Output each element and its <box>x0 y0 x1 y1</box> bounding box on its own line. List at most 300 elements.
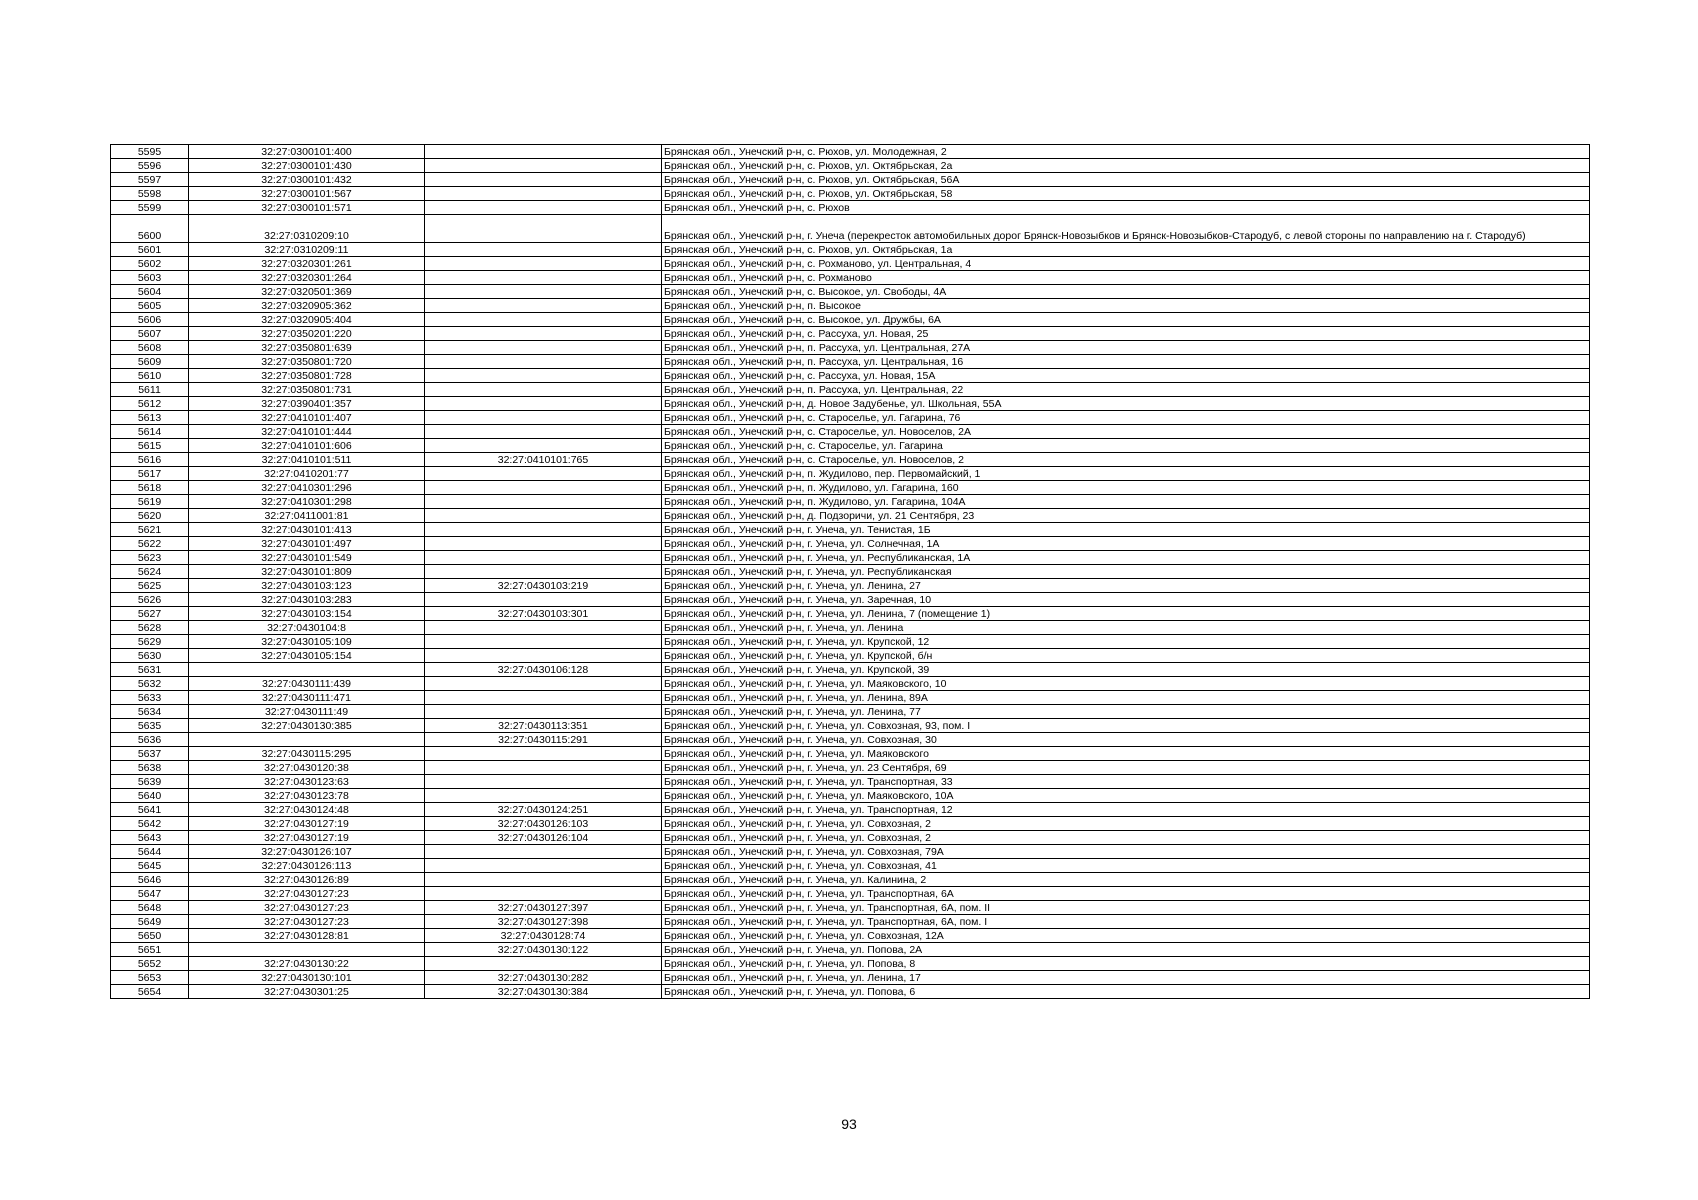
table-row <box>111 145 1590 159</box>
address-cell: Брянская обл., Унечский р-н, г. Унеча, ул. Крупской, б/н <box>662 649 1590 663</box>
address-cell: Брянская обл., Унечский р-н, г. Унеча, ул. Маяковского, 10А <box>662 789 1590 803</box>
address-cell: Брянская обл., Унечский р-н, г. Унеча, ул. Транспортная, 6А, пом. I <box>662 915 1590 929</box>
table-row <box>111 187 1590 201</box>
row-number-cell: 5642 <box>111 817 189 831</box>
cadastral-number-cell <box>189 663 425 677</box>
address-cell: Брянская обл., Унечский р-н, г. Унеча, ул. Транспортная, 33 <box>662 775 1590 789</box>
table-row <box>111 579 1590 593</box>
cadastral-number-cell: 32:27:0430101:549 <box>189 551 425 565</box>
table-row <box>111 257 1590 271</box>
cadastral-number-cell: 32:27:0300101:430 <box>189 159 425 173</box>
table-row <box>111 341 1590 355</box>
address-cell: Брянская обл., Унечский р-н, г. Унеча, ул. Солнечная, 1А <box>662 537 1590 551</box>
building-cadastral-number-cell <box>425 201 662 215</box>
building-cadastral-number-cell <box>425 481 662 495</box>
building-cadastral-number-cell <box>425 425 662 439</box>
building-cadastral-number-cell <box>425 341 662 355</box>
address-cell: Брянская обл., Унечский р-н, с. Рохманово, ул. Центральная, 4 <box>662 257 1590 271</box>
row-number-cell: 5654 <box>111 985 189 999</box>
row-number-cell: 5633 <box>111 691 189 705</box>
building-cadastral-number-cell <box>425 509 662 523</box>
row-number-cell: 5641 <box>111 803 189 817</box>
building-cadastral-number-cell <box>425 383 662 397</box>
table-row <box>111 523 1590 537</box>
cadastral-number-cell: 32:27:0430104:8 <box>189 621 425 635</box>
cadastral-number-cell: 32:27:0430123:63 <box>189 775 425 789</box>
building-cadastral-number-cell <box>425 761 662 775</box>
row-number-cell: 5619 <box>111 495 189 509</box>
address-cell: Брянская обл., Унечский р-н, г. Унеча, ул. Ленина <box>662 621 1590 635</box>
cadastral-number-cell: 32:27:0430111:439 <box>189 677 425 691</box>
cadastral-number-cell: 32:27:0320501:369 <box>189 285 425 299</box>
address-cell: Брянская обл., Унечский р-н, г. Унеча, ул. Попова, 6 <box>662 985 1590 999</box>
building-cadastral-number-cell <box>425 187 662 201</box>
building-cadastral-number-cell <box>425 957 662 971</box>
building-cadastral-number-cell: 32:27:0430128:74 <box>425 929 662 943</box>
building-cadastral-number-cell <box>425 887 662 901</box>
building-cadastral-number-cell <box>425 369 662 383</box>
row-number-cell: 5612 <box>111 397 189 411</box>
building-cadastral-number-cell <box>425 635 662 649</box>
cadastral-number-cell: 32:27:0430101:497 <box>189 537 425 551</box>
building-cadastral-number-cell <box>425 159 662 173</box>
cadastral-number-cell: 32:27:0300101:571 <box>189 201 425 215</box>
cadastral-number-cell: 32:27:0410101:606 <box>189 439 425 453</box>
address-cell: Брянская обл., Унечский р-н, д. Новое Задубенье, ул. Школьная, 55А <box>662 397 1590 411</box>
row-number-cell: 5616 <box>111 453 189 467</box>
cadastral-number-cell: 32:27:0430126:89 <box>189 873 425 887</box>
row-number-cell: 5602 <box>111 257 189 271</box>
cadastral-number-cell: 32:27:0430111:471 <box>189 691 425 705</box>
row-number-cell: 5610 <box>111 369 189 383</box>
building-cadastral-number-cell <box>425 271 662 285</box>
table-row <box>111 929 1590 943</box>
building-cadastral-number-cell <box>425 775 662 789</box>
table-row <box>111 159 1590 173</box>
row-number-cell: 5595 <box>111 145 189 159</box>
address-cell: Брянская обл., Унечский р-н, г. Унеча, ул. Тенистая, 1Б <box>662 523 1590 537</box>
building-cadastral-number-cell: 32:27:0430130:384 <box>425 985 662 999</box>
cadastral-number-cell: 32:27:0430130:22 <box>189 957 425 971</box>
address-cell: Брянская обл., Унечский р-н, г. Унеча, ул. Попова, 2А <box>662 943 1590 957</box>
cadastral-number-cell: 32:27:0430128:81 <box>189 929 425 943</box>
row-number-cell: 5636 <box>111 733 189 747</box>
table-row <box>111 719 1590 733</box>
building-cadastral-number-cell <box>425 859 662 873</box>
cadastral-number-cell: 32:27:0430111:49 <box>189 705 425 719</box>
row-number-cell: 5617 <box>111 467 189 481</box>
table-body <box>111 145 1590 999</box>
address-cell: Брянская обл., Унечский р-н, г. Унеча, ул. Заречная, 10 <box>662 593 1590 607</box>
row-number-cell: 5630 <box>111 649 189 663</box>
table-row <box>111 971 1590 985</box>
row-number-cell: 5605 <box>111 299 189 313</box>
row-number-cell: 5650 <box>111 929 189 943</box>
row-number-cell: 5647 <box>111 887 189 901</box>
table-row <box>111 383 1590 397</box>
row-number-cell: 5637 <box>111 747 189 761</box>
address-cell: Брянская обл., Унечский р-н, с. Рюхов, ул. Октябрьская, 58 <box>662 187 1590 201</box>
building-cadastral-number-cell <box>425 257 662 271</box>
row-number-cell: 5629 <box>111 635 189 649</box>
address-cell: Брянская обл., Унечский р-н, п. Рассуха, ул. Центральная, 22 <box>662 383 1590 397</box>
row-number-cell: 5646 <box>111 873 189 887</box>
table-row <box>111 635 1590 649</box>
building-cadastral-number-cell <box>425 313 662 327</box>
building-cadastral-number-cell <box>425 467 662 481</box>
cadastral-number-cell: 32:27:0350801:639 <box>189 341 425 355</box>
building-cadastral-number-cell: 32:27:0430106:128 <box>425 663 662 677</box>
building-cadastral-number-cell <box>425 355 662 369</box>
cadastral-number-cell: 32:27:0410101:511 <box>189 453 425 467</box>
table-row <box>111 313 1590 327</box>
cadastral-number-cell: 32:27:0350201:220 <box>189 327 425 341</box>
row-number-cell: 5601 <box>111 243 189 257</box>
row-number-cell: 5634 <box>111 705 189 719</box>
row-number-cell: 5638 <box>111 761 189 775</box>
cadastral-number-cell: 32:27:0430126:113 <box>189 859 425 873</box>
cadastral-number-cell: 32:27:0430103:123 <box>189 579 425 593</box>
building-cadastral-number-cell <box>425 705 662 719</box>
row-number-cell: 5649 <box>111 915 189 929</box>
row-number-cell: 5624 <box>111 565 189 579</box>
cadastral-number-cell: 32:27:0350801:720 <box>189 355 425 369</box>
row-number-cell: 5625 <box>111 579 189 593</box>
row-number-cell: 5609 <box>111 355 189 369</box>
building-cadastral-number-cell <box>425 327 662 341</box>
row-number-cell: 5608 <box>111 341 189 355</box>
table-row <box>111 761 1590 775</box>
table-row <box>111 271 1590 285</box>
row-number-cell: 5596 <box>111 159 189 173</box>
row-number-cell: 5645 <box>111 859 189 873</box>
row-number-cell: 5626 <box>111 593 189 607</box>
address-cell: Брянская обл., Унечский р-н, с. Рассуха, ул. Новая, 15А <box>662 369 1590 383</box>
row-number-cell: 5639 <box>111 775 189 789</box>
row-number-cell: 5615 <box>111 439 189 453</box>
cadastral-number-cell: 32:27:0310209:10 <box>189 215 425 243</box>
table-row <box>111 607 1590 621</box>
row-number-cell: 5603 <box>111 271 189 285</box>
cadastral-number-cell: 32:27:0430115:295 <box>189 747 425 761</box>
row-number-cell: 5640 <box>111 789 189 803</box>
address-cell: Брянская обл., Унечский р-н, г. Унеча (перекресток автомобильных дорог Брянск-Новозыбков и Брянск-Новозыбков-Стародуб, с левой стороны по направлению на г. Стародуб) <box>662 215 1590 243</box>
table-row <box>111 439 1590 453</box>
row-number-cell: 5653 <box>111 971 189 985</box>
table-row <box>111 355 1590 369</box>
address-cell: Брянская обл., Унечский р-н, г. Унеча, ул. Ленина, 7 (помещение 1) <box>662 607 1590 621</box>
building-cadastral-number-cell <box>425 215 662 243</box>
cadastral-number-cell: 32:27:0320905:362 <box>189 299 425 313</box>
address-cell: Брянская обл., Унечский р-н, с. Рассуха, ул. Новая, 25 <box>662 327 1590 341</box>
building-cadastral-number-cell: 32:27:0430130:122 <box>425 943 662 957</box>
cadastral-number-cell: 32:27:0300101:400 <box>189 145 425 159</box>
row-number-cell: 5628 <box>111 621 189 635</box>
address-cell: Брянская обл., Унечский р-н, г. Унеча, ул. Совхозная, 93, пом. I <box>662 719 1590 733</box>
table-row <box>111 691 1590 705</box>
building-cadastral-number-cell: 32:27:0430124:251 <box>425 803 662 817</box>
table-row <box>111 285 1590 299</box>
row-number-cell: 5651 <box>111 943 189 957</box>
cadastral-number-cell: 32:27:0430105:154 <box>189 649 425 663</box>
address-cell: Брянская обл., Унечский р-н, п. Жудилово, ул. Гагарина, 104А <box>662 495 1590 509</box>
address-cell: Брянская обл., Унечский р-н, с. Высокое, ул. Свободы, 4А <box>662 285 1590 299</box>
cadastral-number-cell: 32:27:0320301:261 <box>189 257 425 271</box>
row-number-cell: 5652 <box>111 957 189 971</box>
cadastral-number-cell: 32:27:0430126:107 <box>189 845 425 859</box>
table-row <box>111 915 1590 929</box>
row-number-cell: 5597 <box>111 173 189 187</box>
cadastral-number-cell: 32:27:0320301:264 <box>189 271 425 285</box>
address-cell: Брянская обл., Унечский р-н, г. Унеча, ул. Ленина, 89А <box>662 691 1590 705</box>
address-cell: Брянская обл., Унечский р-н, г. Унеча, ул. Совхозная, 2 <box>662 831 1590 845</box>
address-cell: Брянская обл., Унечский р-н, п. Высокое <box>662 299 1590 313</box>
address-cell: Брянская обл., Унечский р-н, п. Рассуха, ул. Центральная, 16 <box>662 355 1590 369</box>
building-cadastral-number-cell <box>425 523 662 537</box>
row-number-cell: 5599 <box>111 201 189 215</box>
address-cell: Брянская обл., Унечский р-н, г. Унеча, ул. Транспортная, 6А <box>662 887 1590 901</box>
table-row <box>111 831 1590 845</box>
address-cell: Брянская обл., Унечский р-н, г. Унеча, ул. Ленина, 17 <box>662 971 1590 985</box>
table-row <box>111 747 1590 761</box>
table-row <box>111 985 1590 999</box>
table-row <box>111 453 1590 467</box>
address-cell: Брянская обл., Унечский р-н, с. Рохманово <box>662 271 1590 285</box>
address-cell: Брянская обл., Унечский р-н, г. Унеча, ул. Республиканская <box>662 565 1590 579</box>
address-cell: Брянская обл., Унечский р-н, г. Унеча, ул. 23 Сентября, 69 <box>662 761 1590 775</box>
cadastral-number-cell: 32:27:0430130:385 <box>189 719 425 733</box>
row-number-cell: 5622 <box>111 537 189 551</box>
cadastral-number-cell: 32:27:0430101:809 <box>189 565 425 579</box>
address-cell: Брянская обл., Унечский р-н, г. Унеча, ул. Транспортная, 6А, пом. II <box>662 901 1590 915</box>
table-row <box>111 803 1590 817</box>
row-number-cell: 5623 <box>111 551 189 565</box>
cadastral-number-cell <box>189 943 425 957</box>
cadastral-number-cell: 32:27:0430120:38 <box>189 761 425 775</box>
row-number-cell: 5611 <box>111 383 189 397</box>
table-row <box>111 565 1590 579</box>
table-row <box>111 397 1590 411</box>
address-cell: Брянская обл., Унечский р-н, с. Высокое, ул. Дружбы, 6А <box>662 313 1590 327</box>
table-row <box>111 859 1590 873</box>
building-cadastral-number-cell <box>425 565 662 579</box>
cadastral-number-cell: 32:27:0410201:77 <box>189 467 425 481</box>
building-cadastral-number-cell <box>425 537 662 551</box>
address-cell: Брянская обл., Унечский р-н, г. Унеча, ул. Ленина, 77 <box>662 705 1590 719</box>
address-cell: Брянская обл., Унечский р-н, г. Унеча, ул. Совхозная, 2 <box>662 817 1590 831</box>
address-cell: Брянская обл., Унечский р-н, г. Унеча, ул. Ленина, 27 <box>662 579 1590 593</box>
building-cadastral-number-cell <box>425 495 662 509</box>
building-cadastral-number-cell: 32:27:0430127:397 <box>425 901 662 915</box>
table-row <box>111 215 1590 243</box>
address-cell: Брянская обл., Унечский р-н, г. Унеча, ул. Совхозная, 79А <box>662 845 1590 859</box>
cadastral-number-cell: 32:27:0300101:432 <box>189 173 425 187</box>
row-number-cell: 5606 <box>111 313 189 327</box>
address-cell: Брянская обл., Унечский р-н, с. Рюхов, ул. Октябрьская, 1а <box>662 243 1590 257</box>
cadastral-number-cell: 32:27:0410301:298 <box>189 495 425 509</box>
address-cell: Брянская обл., Унечский р-н, г. Унеча, ул. Транспортная, 12 <box>662 803 1590 817</box>
address-cell: Брянская обл., Унечский р-н, с. Рюхов, ул. Молодежная, 2 <box>662 145 1590 159</box>
land-registry-table <box>110 144 1590 999</box>
building-cadastral-number-cell <box>425 621 662 635</box>
row-number-cell: 5621 <box>111 523 189 537</box>
building-cadastral-number-cell: 32:27:0430103:219 <box>425 579 662 593</box>
address-cell: Брянская обл., Унечский р-н, с. Рюхов <box>662 201 1590 215</box>
building-cadastral-number-cell <box>425 649 662 663</box>
cadastral-number-cell: 32:27:0410101:407 <box>189 411 425 425</box>
row-number-cell: 5604 <box>111 285 189 299</box>
row-number-cell: 5600 <box>111 215 189 243</box>
cadastral-number-cell: 32:27:0430301:25 <box>189 985 425 999</box>
cadastral-number-cell: 32:27:0430105:109 <box>189 635 425 649</box>
table-row <box>111 201 1590 215</box>
row-number-cell: 5618 <box>111 481 189 495</box>
cadastral-number-cell: 32:27:0430127:23 <box>189 887 425 901</box>
building-cadastral-number-cell <box>425 439 662 453</box>
address-cell: Брянская обл., Унечский р-н, п. Жудилово, ул. Гагарина, 160 <box>662 481 1590 495</box>
address-cell: Брянская обл., Унечский р-н, г. Унеча, ул. Крупской, 12 <box>662 635 1590 649</box>
building-cadastral-number-cell <box>425 173 662 187</box>
cadastral-number-cell: 32:27:0430124:48 <box>189 803 425 817</box>
address-cell: Брянская обл., Унечский р-н, с. Староселье, ул. Гагарина, 76 <box>662 411 1590 425</box>
table-row <box>111 789 1590 803</box>
building-cadastral-number-cell <box>425 397 662 411</box>
cadastral-number-cell: 32:27:0410101:444 <box>189 425 425 439</box>
building-cadastral-number-cell: 32:27:0430126:103 <box>425 817 662 831</box>
table-row <box>111 551 1590 565</box>
row-number-cell: 5644 <box>111 845 189 859</box>
cadastral-number-cell: 32:27:0310209:11 <box>189 243 425 257</box>
page-number: 93 <box>841 1116 857 1132</box>
table-row <box>111 327 1590 341</box>
cadastral-number-cell: 32:27:0430127:23 <box>189 901 425 915</box>
cadastral-number-cell: 32:27:0430123:78 <box>189 789 425 803</box>
building-cadastral-number-cell <box>425 677 662 691</box>
row-number-cell: 5627 <box>111 607 189 621</box>
address-cell: Брянская обл., Унечский р-н, г. Унеча, ул. Попова, 8 <box>662 957 1590 971</box>
address-cell: Брянская обл., Унечский р-н, п. Рассуха, ул. Центральная, 27А <box>662 341 1590 355</box>
building-cadastral-number-cell: 32:27:0430127:398 <box>425 915 662 929</box>
address-cell: Брянская обл., Унечский р-н, с. Староселье, ул. Новоселов, 2 <box>662 453 1590 467</box>
building-cadastral-number-cell: 32:27:0430113:351 <box>425 719 662 733</box>
building-cadastral-number-cell <box>425 299 662 313</box>
building-cadastral-number-cell <box>425 285 662 299</box>
table-row <box>111 957 1590 971</box>
building-cadastral-number-cell: 32:27:0430103:301 <box>425 607 662 621</box>
address-cell: Брянская обл., Унечский р-н, с. Рюхов, ул. Октябрьская, 56А <box>662 173 1590 187</box>
table-row <box>111 663 1590 677</box>
cadastral-number-cell: 32:27:0320905:404 <box>189 313 425 327</box>
cadastral-number-cell: 32:27:0430103:283 <box>189 593 425 607</box>
table-row <box>111 369 1590 383</box>
table-row <box>111 467 1590 481</box>
cadastral-number-cell: 32:27:0350801:728 <box>189 369 425 383</box>
cadastral-number-cell: 32:27:0430103:154 <box>189 607 425 621</box>
cadastral-number-cell: 32:27:0430130:101 <box>189 971 425 985</box>
table-row <box>111 425 1590 439</box>
cadastral-number-cell: 32:27:0430101:413 <box>189 523 425 537</box>
address-cell: Брянская обл., Унечский р-н, с. Староселье, ул. Новоселов, 2А <box>662 425 1590 439</box>
address-cell: Брянская обл., Унечский р-н, п. Жудилово, пер. Первомайский, 1 <box>662 467 1590 481</box>
address-cell: Брянская обл., Унечский р-н, г. Унеча, ул. Республиканская, 1А <box>662 551 1590 565</box>
cadastral-number-cell: 32:27:0430127:19 <box>189 817 425 831</box>
table-row <box>111 621 1590 635</box>
address-cell: Брянская обл., Унечский р-н, с. Рюхов, ул. Октябрьская, 2а <box>662 159 1590 173</box>
building-cadastral-number-cell: 32:27:0410101:765 <box>425 453 662 467</box>
address-cell: Брянская обл., Унечский р-н, г. Унеча, ул. Маяковского <box>662 747 1590 761</box>
table-row <box>111 411 1590 425</box>
building-cadastral-number-cell <box>425 593 662 607</box>
table-row <box>111 943 1590 957</box>
address-cell: Брянская обл., Унечский р-н, г. Унеча, ул. Крупской, 39 <box>662 663 1590 677</box>
table-row <box>111 481 1590 495</box>
table-row <box>111 593 1590 607</box>
cadastral-number-cell: 32:27:0390401:357 <box>189 397 425 411</box>
table-row <box>111 509 1590 523</box>
address-cell: Брянская обл., Унечский р-н, г. Унеча, ул. Совхозная, 30 <box>662 733 1590 747</box>
table-row <box>111 649 1590 663</box>
building-cadastral-number-cell <box>425 789 662 803</box>
building-cadastral-number-cell <box>425 747 662 761</box>
building-cadastral-number-cell <box>425 243 662 257</box>
table-row <box>111 733 1590 747</box>
row-number-cell: 5607 <box>111 327 189 341</box>
building-cadastral-number-cell <box>425 873 662 887</box>
row-number-cell: 5613 <box>111 411 189 425</box>
cadastral-number-cell <box>189 733 425 747</box>
row-number-cell: 5598 <box>111 187 189 201</box>
row-number-cell: 5614 <box>111 425 189 439</box>
table-row <box>111 775 1590 789</box>
table-row <box>111 887 1590 901</box>
table-row <box>111 173 1590 187</box>
table-row <box>111 873 1590 887</box>
row-number-cell: 5631 <box>111 663 189 677</box>
row-number-cell: 5648 <box>111 901 189 915</box>
table-row <box>111 901 1590 915</box>
cadastral-number-cell: 32:27:0300101:567 <box>189 187 425 201</box>
row-number-cell: 5635 <box>111 719 189 733</box>
table-row <box>111 817 1590 831</box>
table-row <box>111 677 1590 691</box>
row-number-cell: 5643 <box>111 831 189 845</box>
row-number-cell: 5620 <box>111 509 189 523</box>
building-cadastral-number-cell <box>425 845 662 859</box>
building-cadastral-number-cell <box>425 551 662 565</box>
building-cadastral-number-cell <box>425 691 662 705</box>
table-row <box>111 845 1590 859</box>
building-cadastral-number-cell: 32:27:0430126:104 <box>425 831 662 845</box>
table-row <box>111 243 1590 257</box>
address-cell: Брянская обл., Унечский р-н, д. Подзоричи, ул. 21 Сентября, 23 <box>662 509 1590 523</box>
address-cell: Брянская обл., Унечский р-н, с. Староселье, ул. Гагарина <box>662 439 1590 453</box>
cadastral-number-cell: 32:27:0411001:81 <box>189 509 425 523</box>
row-number-cell: 5632 <box>111 677 189 691</box>
table-row <box>111 537 1590 551</box>
cadastral-number-cell: 32:27:0430127:19 <box>189 831 425 845</box>
table-row <box>111 705 1590 719</box>
table-row <box>111 495 1590 509</box>
cadastral-number-cell: 32:27:0350801:731 <box>189 383 425 397</box>
building-cadastral-number-cell: 32:27:0430115:291 <box>425 733 662 747</box>
cadastral-number-cell: 32:27:0410301:296 <box>189 481 425 495</box>
address-cell: Брянская обл., Унечский р-н, г. Унеча, ул. Совхозная, 12А <box>662 929 1590 943</box>
address-cell: Брянская обл., Унечский р-н, г. Унеча, ул. Маяковского, 10 <box>662 677 1590 691</box>
building-cadastral-number-cell <box>425 411 662 425</box>
table-row <box>111 299 1590 313</box>
address-cell: Брянская обл., Унечский р-н, г. Унеча, ул. Калинина, 2 <box>662 873 1590 887</box>
building-cadastral-number-cell: 32:27:0430130:282 <box>425 971 662 985</box>
